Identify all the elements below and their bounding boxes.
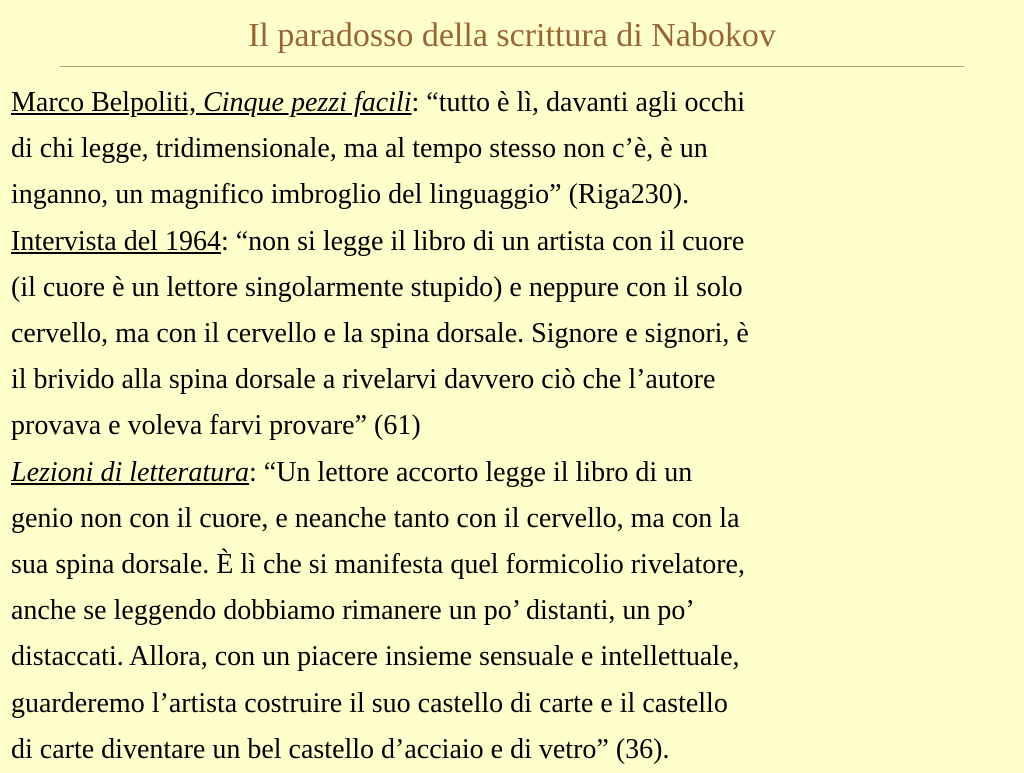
quote-intervista-1964 (11, 219, 1021, 450)
quote-text: : “tutto è lì, davanti agli occhi (411, 87, 746, 118)
quote-text-line: sua spina dorsale. È lì che si manifesta quel formicolio rivelatore, (11, 549, 745, 581)
quote-belpoliti (11, 80, 1021, 219)
quote-source-link (11, 87, 412, 118)
quote-source-work: Lezioni di letteratura (11, 456, 249, 488)
quote-text: : “Un lettore accorto legge il libro di un (249, 456, 693, 488)
quote-source: Intervista del 1964 (11, 225, 221, 257)
quote-text-line: (il cuore è un lettore singolarmente stupido) e neppure con il solo (11, 271, 743, 303)
quote-text-line: di carte diventare un bel castello d’acciaio e di vetro” (36). (11, 733, 670, 765)
quote-text-line: distaccati. Allora, con un piacere insieme sensuale e intellettuale, (11, 641, 740, 673)
quote-text-line: di chi legge, tridimensionale, ma al tempo stesso non c’è, è un (11, 133, 708, 165)
slide-body (11, 80, 1021, 773)
quote-lezioni-di-letteratura (11, 450, 1021, 773)
quote-source-work: Cinque pezzi facili (203, 87, 412, 118)
quote-text-line: guarderemo l’artista costruire il suo castello di carte e il castello (11, 687, 728, 719)
quote-text-line: anche se leggendo dobbiamo rimanere un po’ distanti, un po’ (11, 595, 695, 627)
quote-source-author: Marco Belpoliti, (11, 87, 204, 118)
quote-text-line: il brivido alla spina dorsale a rivelarvi davvero ciò che l’autore (11, 364, 716, 396)
quote-text-line: genio non con il cuore, e neanche tanto con il cervello, ma con la (11, 502, 740, 534)
quote-text-line: inganno, un magnifico imbroglio del linguaggio” (Riga230). (11, 179, 690, 211)
title-divider (60, 66, 964, 67)
quote-text-line: provava e voleva farvi provare” (61) (11, 410, 421, 442)
slide-title: Il paradosso della scrittura di Nabokov (248, 17, 776, 54)
quote-text-line: cervello, ma con il cervello e la spina dorsale. Signore e signori, è (11, 318, 749, 350)
quote-text: : “non si legge il libro di un artista con il cuore (220, 225, 745, 257)
